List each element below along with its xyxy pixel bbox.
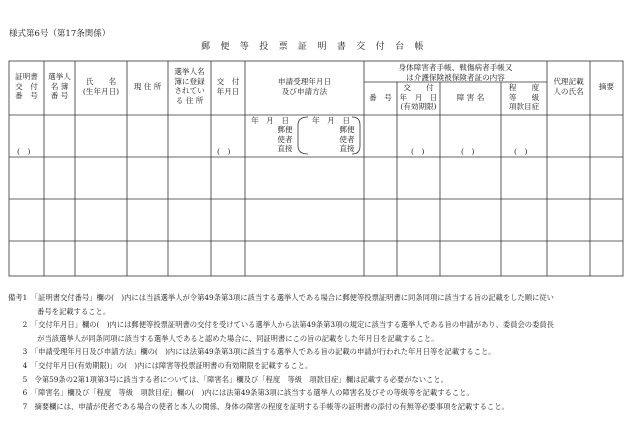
title-char: 付 [375, 42, 385, 52]
title-char: 台 [395, 42, 405, 52]
row1-cert-paren: ( ) [17, 147, 31, 156]
title-char: 交 [356, 42, 366, 52]
row1-methods-right: 郵便 使者 直接 [339, 125, 355, 154]
note-line: 4 「交付年月日(有効期限)」の( )内には障害等投票証明書の有効期限を記載すること。 [8, 361, 313, 370]
sub-issue-date-header: 交 付 年 月 日 (有効期限) [399, 83, 438, 112]
row1-degree-paren: ( ) [514, 147, 528, 156]
col-voter-number-header: 選挙人 名 簿 番 号 [48, 72, 71, 101]
row1-received-date-right: 年 月 日 [312, 116, 350, 125]
title-char: 証 [298, 42, 308, 52]
col-issue-date-header: 交 付 年月日 [216, 77, 240, 96]
row1-handbook-date-paren: ( ) [411, 147, 425, 156]
note-line: 備考1 「証明書交付番号」欄の( )内には当該選挙人が令第49条第3項に該当する選挙人である場合に郵便等投票証明書に同条同項に該当する旨の記載をした順に従い [8, 293, 554, 302]
note-line: 3 「申請受理年月日及び申請方法」欄の( )内には法第49条第3項に該当する選挙人である旨の記載の申請が行われた年月日等を記載すること。 [8, 347, 496, 357]
col-application-header: 申請受理年月日 及び申請方法 [277, 77, 332, 96]
form-label: 様式第6号（第17条関係） [9, 29, 111, 39]
col-name-header: 氏 名 (生年月日) [82, 77, 120, 96]
title-char: 郵 [201, 42, 211, 52]
sub-degree-header: 程 度 等 級 項款目症 [508, 83, 540, 112]
title-char: 投 [259, 42, 269, 52]
row1-received-date-left: 年 月 日 [251, 116, 289, 125]
row1-issue-date-paren: ( ) [217, 147, 231, 156]
note-line: 2 「交付年月日」欄の( )内には郵便等投票証明書の交付を受けている選挙人から法第49条第3項の規定に該当する選挙人である旨の申請があり、委員会の委員長 [8, 320, 554, 330]
title-char: 便 [220, 42, 230, 52]
col-address-header: 現 住 所 [133, 82, 162, 91]
title-char: 書 [336, 42, 346, 52]
note-line: 番号を記載すること。 [8, 306, 111, 316]
col-summary-header: 摘要 [598, 82, 615, 91]
row1-methods-left: 郵便 使者 直接 [277, 125, 293, 154]
col-proxy-header: 代理記載 人の氏名 [553, 77, 584, 96]
title-char: 帳 [414, 42, 424, 52]
col-registered-address-header: 選挙人名 簿に登録 されてい る 住 所 [174, 67, 205, 105]
title-char: 等 [239, 42, 249, 52]
note-line: が当該選挙人が同条同項に該当する選挙人であると認めた場合に、同証明書にこの旨の記載をした年月日を記載すること。 [8, 333, 439, 343]
row1-disability-paren: ( ) [461, 147, 475, 156]
title-char: 票 [278, 42, 288, 52]
group-handbook-header: 身体障害者手帳、戦傷病者手帳又 は介護保険被保険者証の内容 [398, 63, 513, 82]
note-line: 6 「障害名」欄及び「程度 等級 項款目症」欄の( )内には法第49条第3項に該当する選挙人の障害名及びその等級等を記載すること。 [8, 388, 474, 398]
sub-disability-header: 障 害 名 [456, 93, 485, 102]
col-cert-number-header: 証明書 交 付 番 号 [15, 72, 38, 101]
title-char: 明 [317, 42, 327, 52]
note-line: 5 令第59条の2第1項第3号に該当する者については、「障害名」欄及び「程度 等級 項款目症」欄は記載する必要がないこと。 [8, 374, 448, 384]
sub-number-header: 番 号 [369, 93, 392, 102]
note-line: 7 摘要欄には、申請が使者である場合の使者と本人の関係、身体の障害の程度を証明する手帳等の証明書の添付の有無等必要事項を記載すること。 [8, 401, 509, 411]
